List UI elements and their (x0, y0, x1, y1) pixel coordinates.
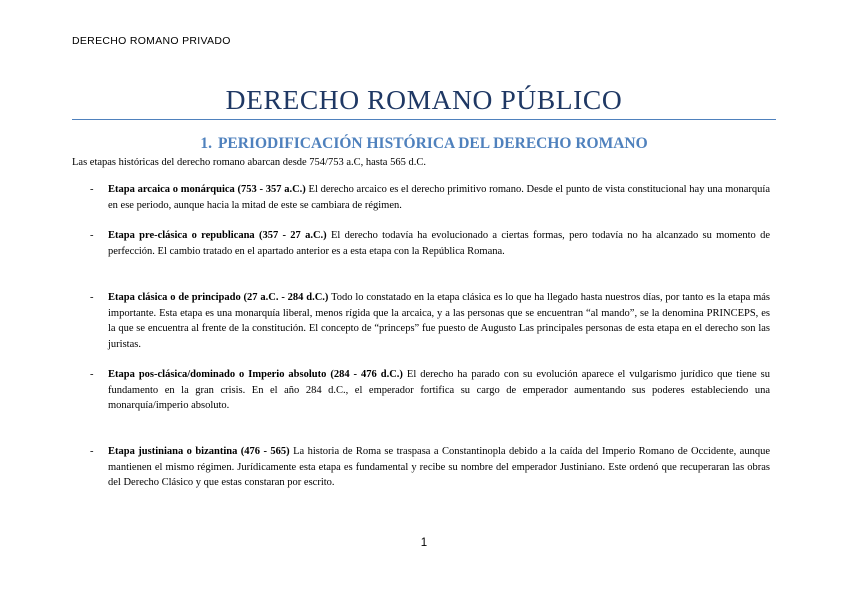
list-item (90, 228, 770, 259)
list-bullet: - (90, 369, 94, 380)
page-title: DERECHO ROMANO PÚBLICO (225, 84, 623, 115)
page-number: 1 (420, 537, 428, 549)
list-item-body (108, 182, 770, 213)
list-bullet: - (90, 230, 94, 241)
intro-paragraph: Las etapas históricas del derecho romano abarcan desde 754/753 a.C, hasta 565 d.C. (72, 157, 426, 168)
list-item-text: El derecho todavía ha evolucionado a ciertas formas, pero todavía no ha alcanzado su momento de perfección. El cambio tratado en el apartado anterior es a esta etapa con la República Romana. (108, 230, 770, 257)
list-item (90, 444, 770, 491)
list-item-body (108, 367, 770, 414)
list-item-body (108, 444, 770, 491)
section-number: 1. (200, 135, 212, 152)
title-underline (72, 119, 776, 120)
list-item-body (108, 290, 770, 352)
section-heading-text: PERIODIFICACIÓN HISTÓRICA DEL DERECHO ROMANO (217, 135, 648, 152)
list-item-label: Etapa arcaica o monárquica (753 - 357 a.C.) (108, 184, 306, 195)
list-item-label: Etapa clásica o de principado (27 a.C. - 284 d.C.) (108, 292, 329, 303)
list-item (90, 290, 770, 352)
list-bullet: - (90, 292, 94, 303)
list-item-text: El derecho arcaico es el derecho primitivo romano. Desde el punto de vista constitucional hay una monarquía en ese periodo, aunque hacia la mitad de este se cambiara de régimen. (108, 184, 770, 211)
section-heading (72, 135, 776, 153)
list-item-body (108, 228, 770, 259)
list-item (90, 367, 770, 414)
list-item (90, 182, 770, 213)
list-item-label: Etapa pre-clásica o republicana (357 - 27 a.C.) (108, 230, 327, 241)
list-item-text: Todo lo constatado en la etapa clásica es lo que ha llegado hasta nuestros días, por tanto es la etapa más importante. Esta etapa es una monarquía liberal, menos rígida que la arcaica, y a las personas que se encuentran “al mando”, se la denomina PRINCEPS, es la que se encuentra al frente de la constitución. El concepto de “princeps” fue puesto de Augusto Las principales personas de esta etapa en el derecho son las juristas. (108, 292, 770, 350)
list-item-text: El derecho ha parado con su evolución aparece el vulgarismo jurídico que tiene su fundamento en la gran crisis. En el año 284 d.C., el emperador fortifica su cargo de emperador aumentando sus poderes estableciendo una monarquía/imperio absoluto. (108, 369, 770, 411)
list-bullet: - (90, 184, 94, 195)
list-item-label: Etapa pos-clásica/dominado o Imperio absoluto (284 - 476 d.C.) (108, 369, 403, 380)
running-header: DERECHO ROMANO PRIVADO (72, 35, 231, 47)
list-bullet: - (90, 446, 94, 457)
list-item-label: Etapa justiniana o bizantina (476 - 565) (108, 446, 290, 457)
list-item-text: La historia de Roma se traspasa a Constantinopla debido a la caída del Imperio Romano de Occidente, aunque mantienen el mismo régimen. Jurídicamente esta etapa es fundamental y recibe su nombre del emperador Justiniano. Este ordenó que recuperaran las obras del Derecho Clásico y que estas constaran por escrito. (108, 446, 770, 488)
